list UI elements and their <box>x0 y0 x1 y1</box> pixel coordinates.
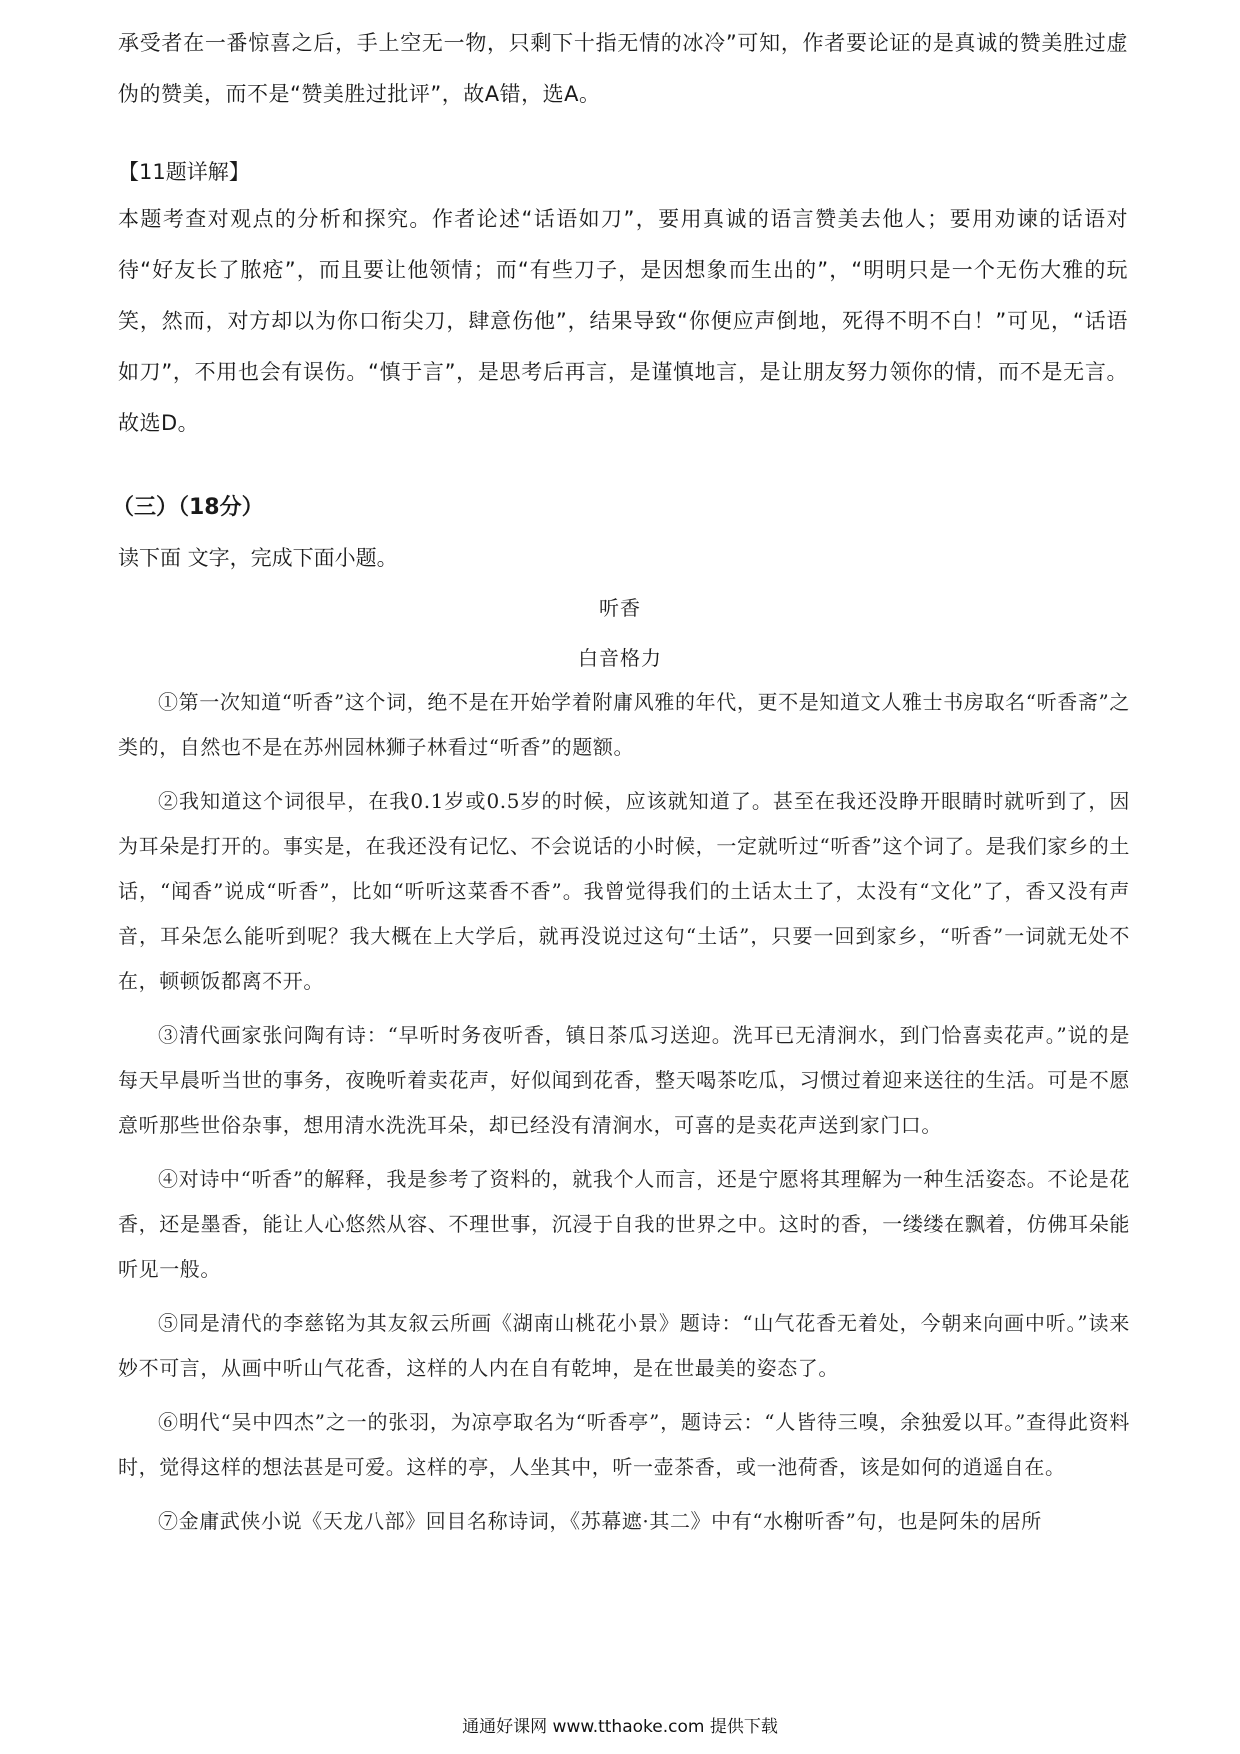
article-paragraph-7: ⑦金庸武侠小说《天龙八部》回目名称诗词，《苏幕遮·其二》中有“水榭听香”句，也是阿朱的居所 <box>158 1509 1042 1533</box>
article-paragraph-4: ④对诗中“听香”的解释，我是参考了资料的，就我个人而言，还是宁愿将其理解为一种生活姿态。不论是花香，还是墨香，能让人心悠然从容、不理世事，沉浸于自我的世界之中。这时的香，一缕缕在飘着，仿佛耳朵能听见一般。 <box>118 1167 1130 1281</box>
reading-instruction: 读下面 文字，完成下面小题。 <box>118 546 398 570</box>
answer-explanation-top: 承受者在一番惊喜之后，手上空无一物，只剩下十指无情的冰冷”可知，作者要论证的是真诚的赞美胜过虚伪的赞美，而不是“赞美胜过批评”，故A错，选A。 <box>118 31 1128 106</box>
article-body <box>118 680 1130 1553</box>
section-heading: （三）（18分） <box>112 495 264 520</box>
article-paragraph-1: ①第一次知道“听香”这个词，绝不是在开始学着附庸风雅的年代，更不是知道文人雅士书房取名“听香斋”之类的，自然也不是在苏州园林狮子林看过“听香”的题额。 <box>118 690 1130 759</box>
q11-explanation: 本题考查对观点的分析和探究。作者论述“话语如刀”，要用真诚的语言赞美去他人；要用劝谏的话语对待“好友长了脓疮”，而且要让他领情；而“有些刀子，是因想象而生出的”，“明明只是一个无伤大雅的玩笑，然而，对方却以为你口衔尖刀，肆意伤他”，结果导致“你便应声倒地，死得不明不白！”可见，“话语如刀”，不用也会有误伤。“慎于言”，是思考后再言，是谨慎地言，是让朋友努力领你的情，而不是无言。故选D。 <box>118 207 1128 435</box>
article-author: 白音格力 <box>578 646 662 670</box>
article-paragraph-6: ⑥明代“吴中四杰”之一的张羽，为凉亭取名为“听香亭”，题诗云：“人皆待三嗅，余独爱以耳。”查得此资料时，觉得这样的想法甚是可爱。这样的亭，人坐其中，听一壶茶香，或一池荷香，该是如何的逍遥自在。 <box>118 1410 1130 1479</box>
q11-heading: 【11题详解】 <box>118 160 250 184</box>
article-paragraph-2: ②我知道这个词很早，在我0.1岁或0.5岁的时候，应该就知道了。甚至在我还没睁开眼睛时就听到了，因为耳朵是打开的。事实是，在我还没有记忆、不会说话的小时候，一定就听过“听香”这个词了。是我们家乡的土话，“闻香”说成“听香”，比如“听听这菜香不香”。我曾觉得我们的土话太土了，太没有“文化”了，香又没有声音，耳朵怎么能听到呢？我大概在上大学后，就再没说过这句“土话”，只要一回到家乡，“听香”一词就无处不在，顿顿饭都离不开。 <box>118 789 1130 993</box>
article-title: 听香 <box>599 596 641 620</box>
page-footer: 通通好课网 www.tthaoke.com 提供下载 <box>462 1717 778 1737</box>
article-paragraph-5: ⑤同是清代的李慈铭为其友叙云所画《湖南山桃花小景》题诗：“山气花香无着处，今朝来向画中听。”读来妙不可言，从画中听山气花香，这样的人内在自有乾坤，是在世最美的姿态了。 <box>118 1311 1130 1380</box>
article-paragraph-3: ③清代画家张问陶有诗：“早听时务夜听香，镇日茶瓜习送迎。洗耳已无清涧水，到门恰喜卖花声。”说的是每天早晨听当世的事务，夜晚听着卖花声，好似闻到花香，整天喝茶吃瓜，习惯过着迎来送往的生活。可是不愿意听那些世俗杂事，想用清水洗洗耳朵，却已经没有清涧水，可喜的是卖花声送到家门口。 <box>118 1023 1130 1137</box>
